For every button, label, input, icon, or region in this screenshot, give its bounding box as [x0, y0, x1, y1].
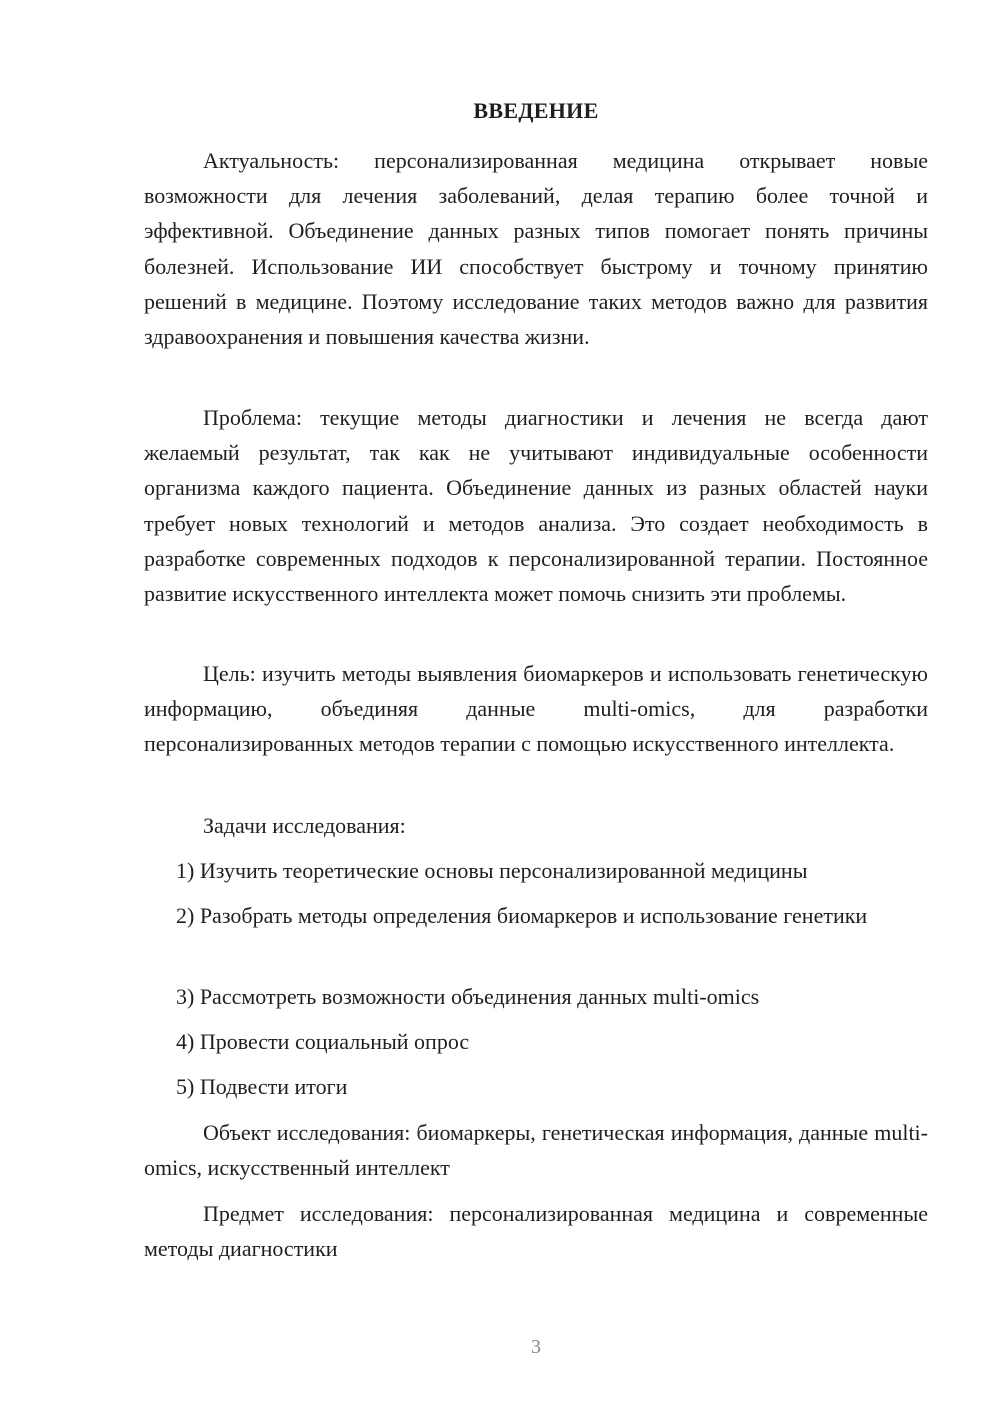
tasks-heading: Задачи исследования: — [203, 813, 406, 838]
paragraph-object: Объект исследования: биомаркеры, генетическая информация, данные multi-omics, искусственный интеллект — [144, 1120, 928, 1181]
task-item-3: 3) Рассмотреть возможности объединения данных multi-omics — [176, 984, 760, 1009]
page-number: 3 — [531, 1336, 541, 1358]
paragraph-goal: Цель: изучить методы выявления биомаркеров и использовать генетическую информацию, объединяя данные multi-omics, для разработки персонализированных методов терапии с помощью искусственного интеллекта. — [144, 661, 928, 757]
paragraph-subject: Предмет исследования: персонализированная медицина и современные методы диагностики — [144, 1201, 928, 1262]
document-page — [144, 0, 928, 1414]
paragraph-problem: Проблема: текущие методы диагностики и лечения не всегда дают желаемый результат, так как не учитывают индивидуальные особенности организма каждого пациента. Объединение данных из разных областей науки требует новых технологий и методов анализа. Это создает необходимость в разработке современных подходов к персонализированной терапии. Постоянное развитие искусственного интеллекта может помочь снизить эти проблемы. — [144, 405, 928, 607]
task-item-5: 5) Подвести итоги — [176, 1074, 348, 1099]
task-item-4: 4) Провести социальный опрос — [176, 1029, 470, 1054]
paragraph-relevance: Актуальность: персонализированная медицина открывает новые возможности для лечения заболеваний, делая терапию более точной и эффективной. Объединение данных разных типов помогает понять причины болезней. Использование ИИ способствует быстрому и точному принятию решений в медицине. Поэтому исследование таких методов важно для развития здравоохранения и повышения качества жизни. — [144, 148, 928, 350]
task-item-1: 1) Изучить теоретические основы персонализированной медицины — [176, 858, 808, 883]
section-title: ВВЕДЕНИЕ — [473, 98, 599, 123]
task-item-2: 2) Разобрать методы определения биомаркеров и использование генетики — [176, 903, 868, 928]
